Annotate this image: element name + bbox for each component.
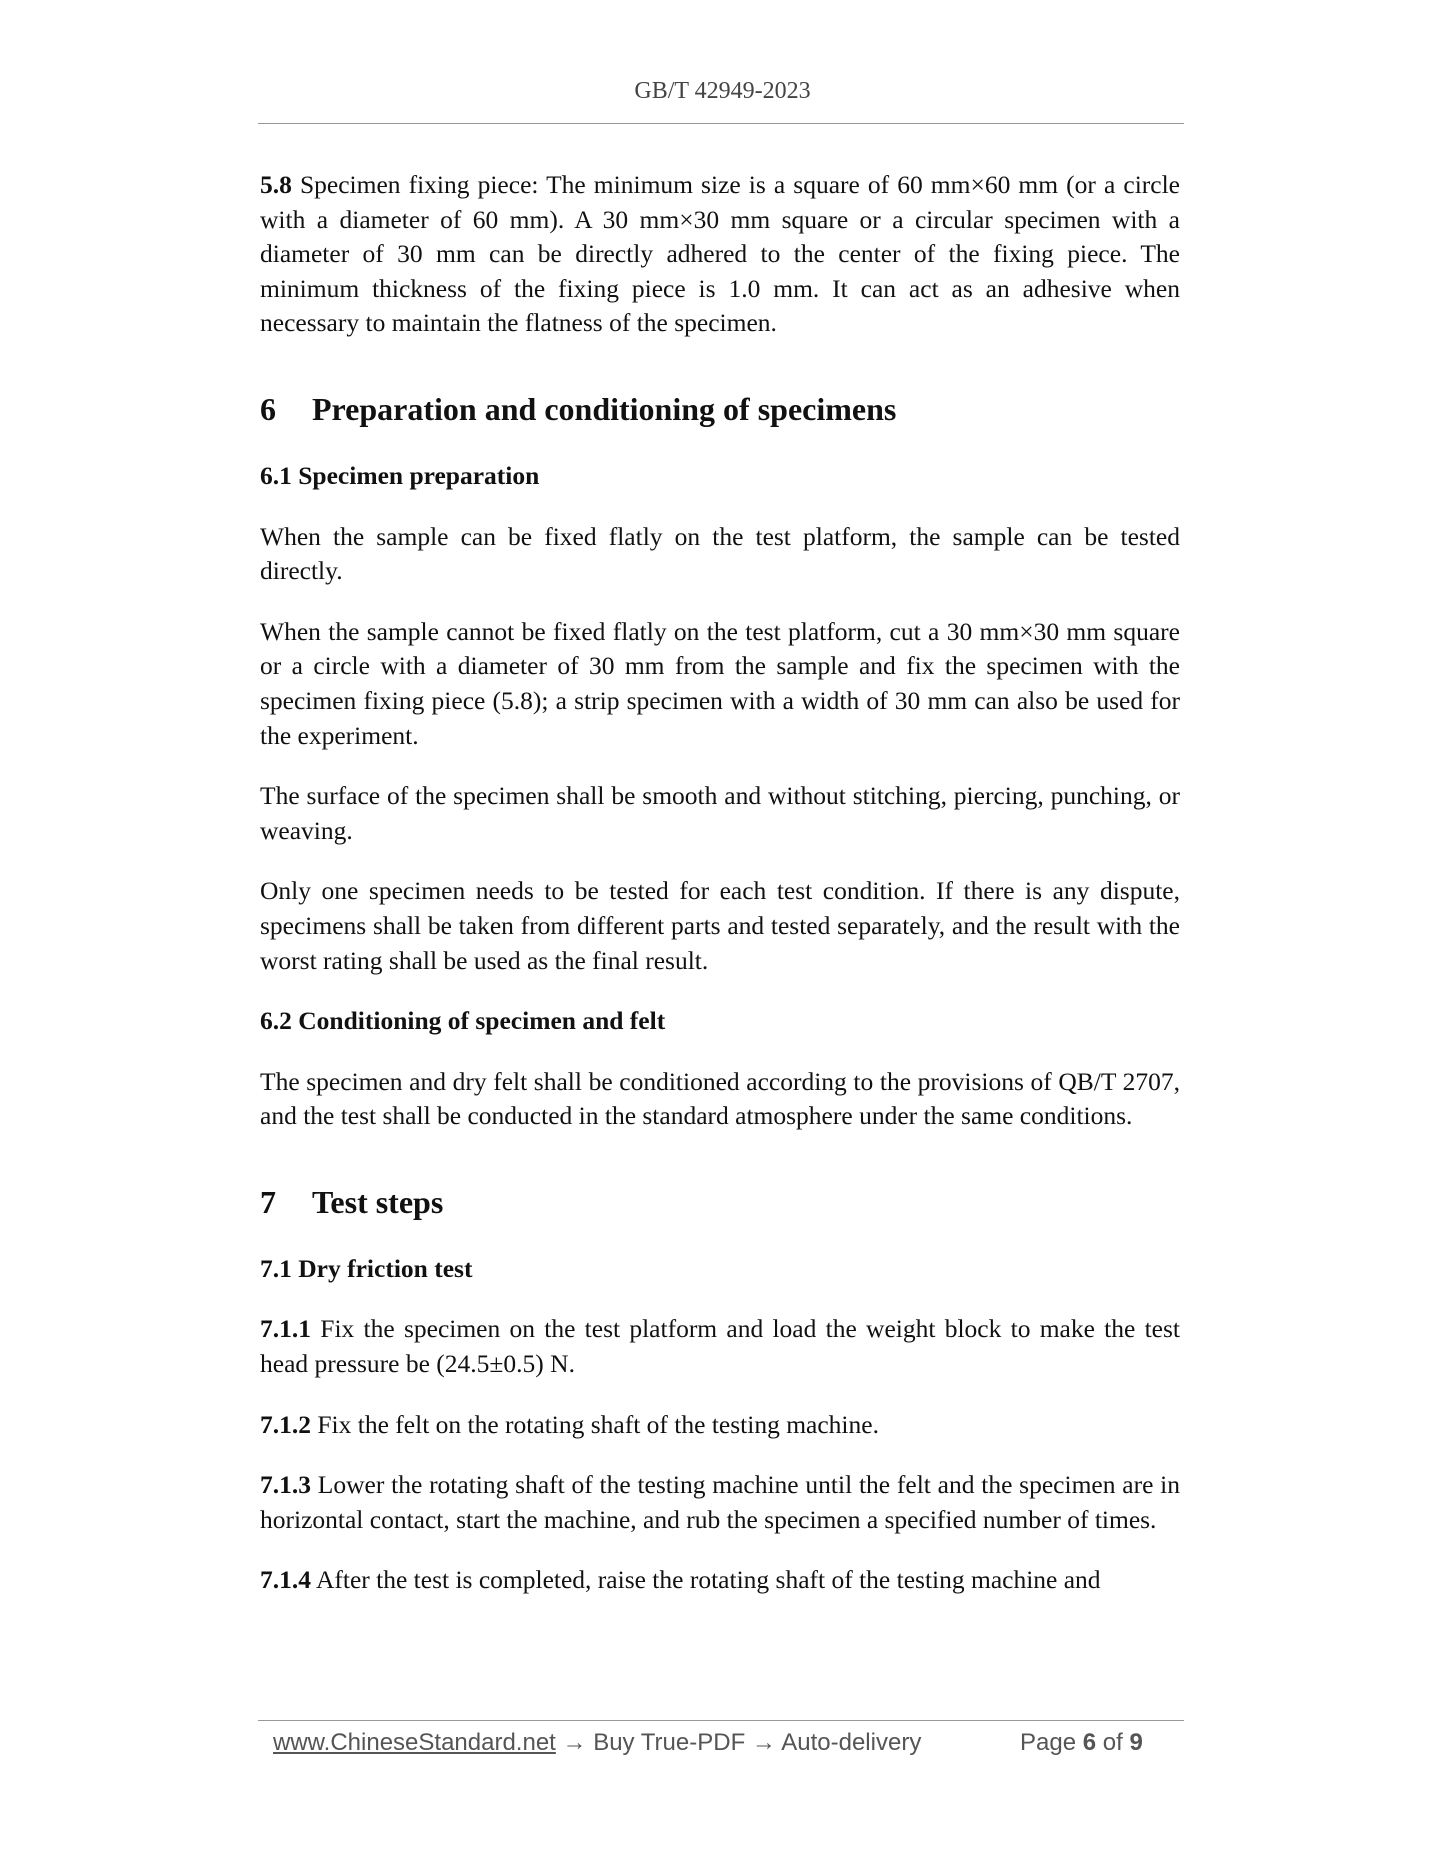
footer-rule: [258, 1720, 1184, 1721]
page-number: 6: [1082, 1729, 1097, 1756]
header-rule: [258, 123, 1184, 124]
auto-delivery-text: Auto-delivery: [781, 1729, 922, 1756]
clause-5-8: [260, 168, 1180, 341]
step-number: 7.1.4: [260, 1565, 311, 1595]
paragraph: When the sample can be fixed flatly on the test platform, the sample can be tested directly.: [260, 521, 1180, 586]
page-content: [260, 168, 1180, 1598]
section-heading-6: [260, 389, 1180, 429]
step-number: 7.1.3: [260, 1470, 311, 1500]
page-header: GB/T 42949-2023: [634, 78, 811, 104]
section-title: Preparation and conditioning of specimens: [312, 390, 897, 427]
step-number: 7.1.1: [260, 1314, 311, 1344]
arrow-icon: →: [751, 1729, 776, 1756]
step-7-1-2: [260, 1408, 1180, 1443]
step-text: Lower the rotating shaft of the testing machine until the felt and the specimen are in horizontal contact, start the machine, and rub the specimen a specified number of times.: [260, 1470, 1181, 1534]
clause-number: 5.8: [260, 170, 292, 199]
section-title: Test steps: [312, 1183, 444, 1220]
footer-links: [273, 1729, 921, 1757]
section-number: 6: [260, 390, 276, 427]
step-number: 7.1.2: [260, 1409, 311, 1439]
section-heading-7: [260, 1182, 1180, 1222]
paragraph: The specimen and dry felt shall be conditioned according to the provisions of QB/T 2707, and the test shall be conducted in the standard atmosphere under the same conditions.: [260, 1066, 1180, 1131]
step-text: Fix the specimen on the test platform and load the weight block to make the test head pressure be (24.5±0.5) N.: [260, 1314, 1181, 1379]
subsection-heading-6-1: 6.1 Specimen preparation: [260, 460, 540, 490]
page-label: Page: [1020, 1729, 1077, 1756]
of-label: of: [1102, 1729, 1123, 1756]
page-indicator: [1020, 1729, 1143, 1757]
page-total: 9: [1129, 1729, 1143, 1756]
page-footer: [0, 1729, 1445, 1769]
site-link[interactable]: www.ChineseStandard.net: [273, 1729, 556, 1756]
arrow-icon: →: [562, 1729, 587, 1756]
clause-text: Specimen fixing piece: The minimum size is a square of 60 mm×60 mm (or a circle with a diameter of 60 mm). A 30 mm×30 mm square or a circular specimen with a diameter of 30 mm can be directly adhered to the center of the fixing piece. The minimum thickness of the fixing piece is 1.0 mm. It can act as an adhesive when necessary to maintain the flatness of the specimen.: [260, 170, 1181, 338]
paragraph: Only one specimen needs to be tested for each test condition. If there is any dispute, specimens shall be taken from different parts and tested separately, and the result with the worst rating shall be used as the final result.: [260, 876, 1180, 975]
step-7-1-3: [260, 1468, 1180, 1537]
paragraph: The surface of the specimen shall be smooth and without stitching, piercing, punching, or weaving.: [260, 781, 1180, 845]
step-text: After the test is completed, raise the rotating shaft of the testing machine and: [315, 1565, 1101, 1595]
step-7-1-1: [260, 1312, 1180, 1381]
section-number: 7: [260, 1183, 276, 1220]
buy-pdf-text: Buy True-PDF: [593, 1729, 746, 1756]
step-7-1-4: [260, 1563, 1180, 1598]
subsection-heading-7-1: 7.1 Dry friction test: [260, 1253, 473, 1283]
subsection-heading-6-2: 6.2 Conditioning of specimen and felt: [260, 1006, 666, 1036]
paragraph: When the sample cannot be fixed flatly on the test platform, cut a 30 mm×30 mm square or a circle with a diameter of 30 mm from the sample and fix the specimen with the specimen fixing piece (5.8); a strip specimen with a width of 30 mm can also be used for the experiment.: [260, 616, 1180, 750]
step-text: Fix the felt on the rotating shaft of the testing machine.: [317, 1409, 879, 1439]
